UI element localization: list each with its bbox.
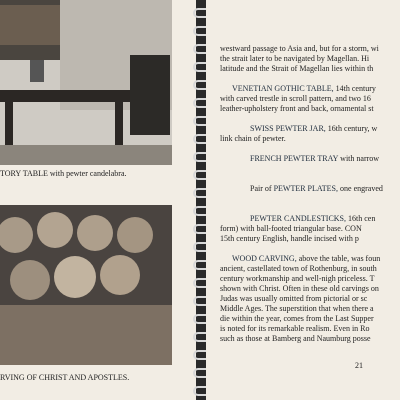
para-7-line-3: shown with Christ. Often in these old carvings on: [220, 284, 379, 293]
para-3-title: SWISS PEWTER JAR,: [250, 124, 326, 133]
photo-refectory-table: [0, 0, 172, 165]
para-1-line-1: westward passage to Asia and, but for a storm, wi: [220, 44, 379, 53]
para-4-title: FRENCH PEWTER TRAY: [250, 154, 339, 163]
para-6-line-1: form) with ball-footed triangular base. CON: [220, 224, 362, 233]
para-6-rest: 16th cen: [346, 214, 376, 223]
para-2-rest: 14th century: [333, 84, 376, 93]
para-7-title: WOOD CARVING,: [232, 254, 297, 263]
page-number: 21: [355, 361, 363, 370]
para-5-rest: one engraved: [338, 184, 383, 193]
photo-table-image: [0, 0, 172, 165]
para-2-line-1: with carved trestle in scroll pattern, and two 16: [220, 94, 371, 103]
para-2-title: VENETIAN GOTHIC TABLE,: [232, 84, 334, 93]
para-6-title: PEWTER CANDLESTICKS,: [250, 214, 346, 223]
para-5-pre: Pair of: [250, 184, 274, 193]
para-7-line-6: die within the year, comes from the Last Supper: [220, 314, 374, 323]
para-3-rest: 16th century, w: [325, 124, 378, 133]
caption-bottom: RVING OF CHRIST AND APOSTLES.: [0, 373, 130, 382]
para-2-line-2: leather-upholstery front and back, ornamental st: [220, 104, 374, 113]
para-1-line-3: latitude and the Strait of Magellan lies within th: [220, 64, 374, 73]
para-7-heading: [232, 254, 400, 264]
photo-carving-image: [0, 205, 172, 365]
para-2-heading: [232, 84, 400, 94]
para-6-heading: [250, 214, 400, 224]
para-7-line-1: ancient, castellated town of Rothenburg, in south: [220, 264, 377, 273]
para-6-line-2: 15th century English, handle incised with p: [220, 234, 359, 243]
para-3-heading: [250, 124, 400, 134]
para-4-heading: [250, 154, 400, 164]
para-5-heading: [250, 184, 400, 194]
para-7-line-5: Middle Ages. The superstition that when there a: [220, 304, 374, 313]
para-4-rest: with narrow: [338, 154, 380, 163]
para-7-line-2: century workmanship and well-nigh priceless. T: [220, 274, 375, 283]
photo-christ-apostles: [0, 205, 172, 365]
caption-top: TORY TABLE with pewter candelabra.: [0, 169, 127, 178]
para-7-line-8: such as those at Bamberg and Naumburg posse: [220, 334, 371, 343]
para-7-line-7: is noted for its remarkable realism. Even in Ro: [220, 324, 370, 333]
para-5-title: PEWTER PLATES,: [273, 184, 339, 193]
para-1-line-2: the strait later to be navigated by Magellan. Hi: [220, 54, 370, 63]
left-page: [0, 0, 196, 400]
para-7-rest: above the table, was foun: [296, 254, 381, 263]
para-7-line-4: Judas was usually omitted from pictorial or sc: [220, 294, 368, 303]
para-3-line-1: link chain of pewter.: [220, 134, 286, 143]
